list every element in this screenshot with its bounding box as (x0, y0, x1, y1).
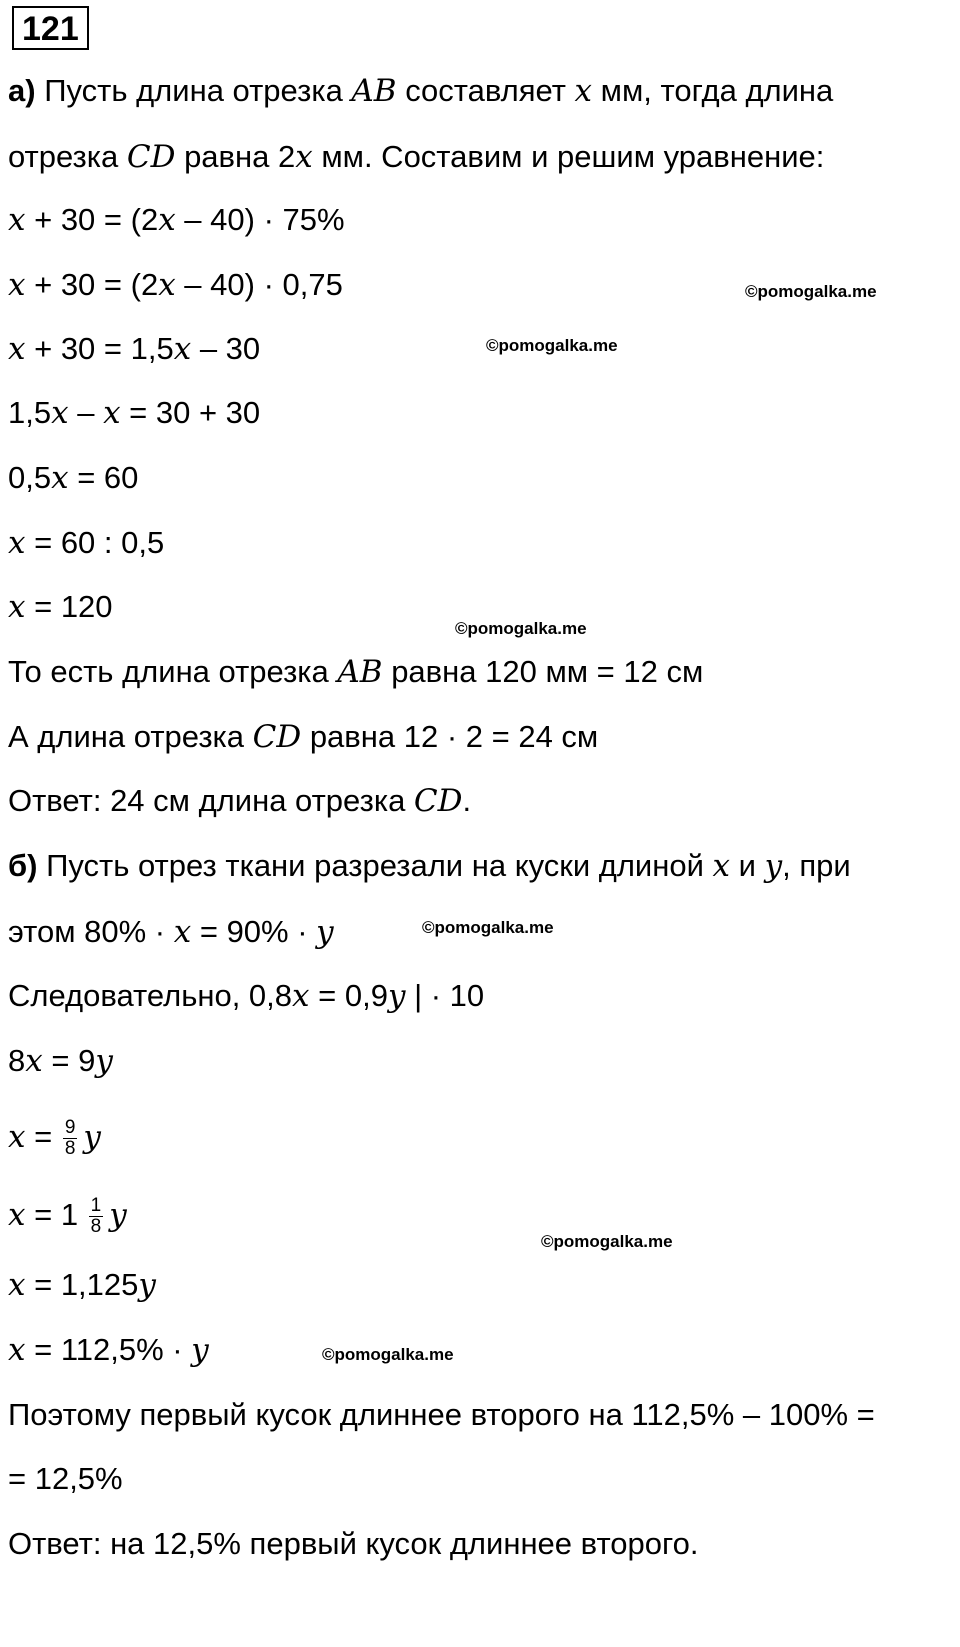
var-x: x (158, 202, 176, 238)
part-a-eq1 (8, 200, 345, 240)
part-a-label: а) (8, 73, 36, 108)
part-b-eq3 (8, 1188, 127, 1242)
text: равна 2 (175, 139, 296, 174)
text: + 30 = (2 (25, 202, 159, 237)
text: Ответ: 24 см длина отрезка (8, 783, 414, 818)
text: = 60 : 0,5 (25, 525, 165, 560)
part-b-line2 (8, 912, 334, 952)
var-x: x (8, 1119, 26, 1155)
text: А длина отрезка (8, 719, 253, 754)
var-x: x (8, 267, 26, 303)
var-x: x (8, 202, 26, 238)
var-y: y (83, 1119, 101, 1155)
text: – (68, 395, 104, 430)
text: = 120 (25, 589, 113, 624)
text: 8 (8, 1043, 26, 1078)
part-b-label: б) (8, 848, 38, 883)
text: Пусть отрез ткани разрезали на куски длиной (37, 848, 713, 883)
var-x: x (8, 1197, 26, 1233)
text: мм. Составим и решим уравнение: (312, 139, 825, 174)
part-a-eq6 (8, 523, 164, 563)
text: 0,5 (8, 460, 52, 495)
part-b-conclusion1: Поэтому первый кусок длиннее второго на 112,5% – 100% = (8, 1397, 875, 1432)
problem-number: 121 (12, 6, 89, 50)
text: составляет (396, 73, 575, 108)
text: мм, тогда длина (592, 73, 834, 108)
part-a-eq7 (8, 587, 113, 627)
text: Следовательно, 0,8 (8, 978, 293, 1013)
text: + 30 = 1,5 (25, 331, 174, 366)
var-cd: CD (252, 719, 302, 755)
var-x: x (295, 139, 313, 175)
text: , при (782, 848, 851, 883)
part-a-eq3 (8, 329, 260, 369)
var-cd: CD (126, 139, 176, 175)
text: = 9 (42, 1043, 96, 1078)
text: = (25, 1119, 61, 1154)
part-b-eq5 (8, 1330, 209, 1370)
text: – 40) · 75% (175, 202, 345, 237)
part-b-eq1 (8, 1041, 113, 1081)
text: и (730, 848, 765, 883)
text: + 30 = (2 (25, 267, 159, 302)
text: 1,5 (8, 395, 52, 430)
text: = 60 (68, 460, 139, 495)
var-x: x (51, 460, 69, 496)
text: – 30 (191, 331, 261, 366)
part-a-eq2 (8, 265, 343, 305)
text: = 90% · (191, 914, 317, 949)
var-ab: AB (337, 654, 383, 690)
fraction-numerator: 1 (90, 1195, 102, 1217)
var-ab: AB (351, 73, 397, 109)
part-a-line2 (8, 137, 824, 177)
fraction-denominator: 8 (64, 1138, 76, 1160)
part-a-eq4 (8, 393, 260, 433)
var-x: x (103, 395, 121, 431)
var-x: x (8, 1267, 26, 1303)
var-x: x (292, 978, 310, 1014)
text: | · 10 (405, 978, 485, 1013)
var-y: y (109, 1197, 127, 1233)
text: = 1 (25, 1197, 87, 1232)
fraction-numerator: 9 (64, 1117, 76, 1139)
part-b-intro (8, 846, 851, 886)
text: равна 120 мм = 12 см (382, 654, 704, 689)
var-y: y (316, 914, 334, 950)
var-y: y (764, 848, 783, 884)
var-x: x (173, 331, 192, 367)
watermark: ©pomogalka.me (541, 1232, 673, 1251)
text: равна 12 · 2 = 24 см (301, 719, 599, 754)
part-a-answer (8, 781, 471, 821)
text: То есть длина отрезка (8, 654, 338, 689)
fraction-1-8 (89, 1196, 104, 1237)
watermark: ©pomogalka.me (422, 918, 554, 937)
var-x: x (8, 589, 26, 625)
part-b-conclusion2: = 12,5% (8, 1461, 123, 1496)
fraction-denominator: 8 (90, 1216, 102, 1238)
text: . (462, 783, 472, 818)
var-y: y (191, 1332, 209, 1368)
fraction-9-8 (63, 1118, 78, 1159)
watermark: ©pomogalka.me (486, 336, 618, 355)
var-x: x (712, 848, 731, 884)
watermark: ©pomogalka.me (455, 619, 587, 638)
var-x: x (25, 1043, 43, 1079)
text: = 1,125 (25, 1267, 139, 1302)
var-x: x (158, 267, 176, 303)
part-b-line3 (8, 976, 484, 1016)
text: = 30 + 30 (120, 395, 261, 430)
part-b-eq2 (8, 1110, 101, 1164)
text: отрезка (8, 139, 127, 174)
var-y: y (387, 978, 406, 1014)
var-x: x (8, 331, 26, 367)
part-a-conclusion2 (8, 717, 598, 757)
text: – 40) · 0,75 (175, 267, 343, 302)
text: Пусть длина отрезка (35, 73, 352, 108)
part-a-conclusion1 (8, 652, 703, 692)
text: = 112,5% · (25, 1332, 192, 1367)
var-x: x (8, 1332, 26, 1368)
var-x: x (8, 525, 26, 561)
part-b-answer: Ответ: на 12,5% первый кусок длиннее второго. (8, 1526, 699, 1561)
watermark: ©pomogalka.me (745, 282, 877, 301)
part-b-eq4 (8, 1265, 156, 1305)
var-y: y (95, 1043, 113, 1079)
part-a-eq5 (8, 458, 138, 498)
var-x: x (574, 73, 593, 109)
var-x: x (51, 395, 69, 431)
text: этом 80% · (8, 914, 174, 949)
var-cd: CD (413, 783, 463, 819)
part-a-intro (8, 71, 833, 111)
var-y: y (138, 1267, 156, 1303)
var-x: x (173, 914, 192, 950)
text: = 0,9 (309, 978, 388, 1013)
watermark: ©pomogalka.me (322, 1345, 454, 1364)
